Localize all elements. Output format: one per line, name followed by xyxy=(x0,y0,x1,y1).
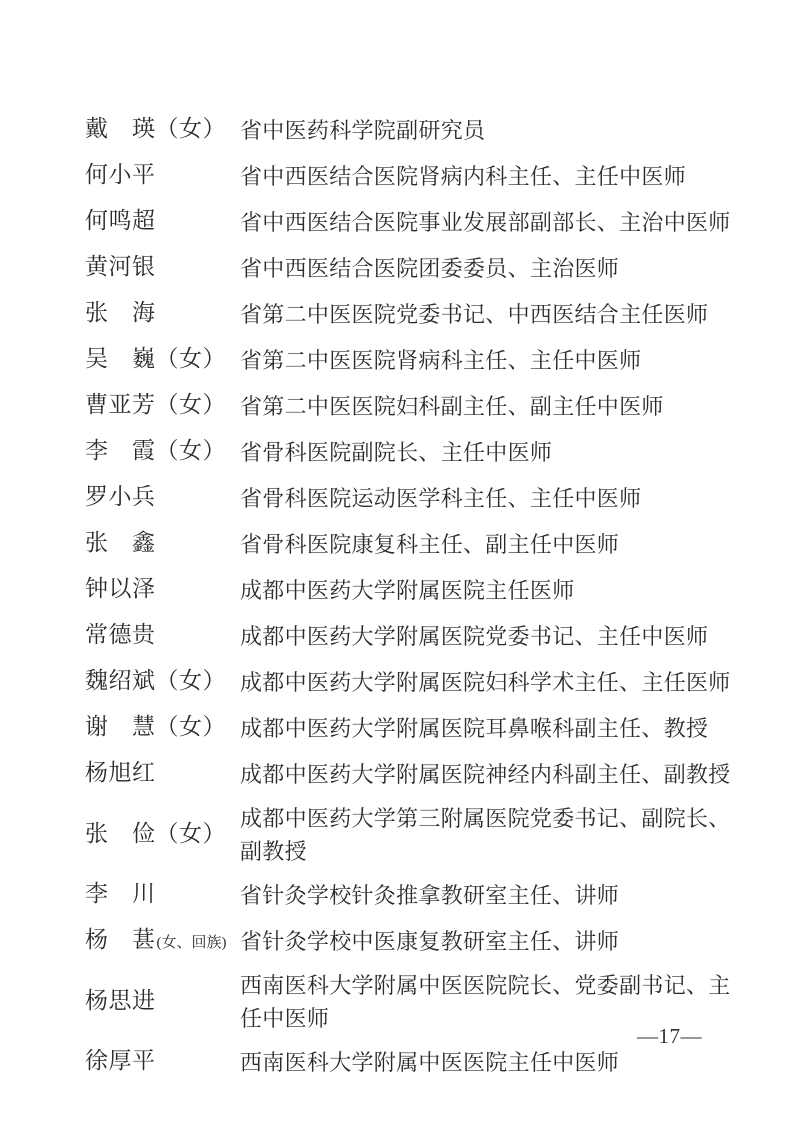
name-text: 何鸣超 xyxy=(85,208,156,233)
name-text: 杨 葚 xyxy=(85,927,156,952)
recipient-name xyxy=(85,204,240,241)
recipient-name xyxy=(85,112,240,149)
list-item xyxy=(85,526,745,563)
recipient-position: 省针灸学校中医康复教研室主任、讲师 xyxy=(240,929,620,954)
recipient-name xyxy=(85,572,240,609)
list-item xyxy=(85,112,745,149)
recipient-position: 省骨科医院运动医学科主任、主任中医师 xyxy=(240,486,642,511)
recipient-name xyxy=(85,664,240,701)
name-text: 徐厚平 xyxy=(85,1048,156,1073)
list-item xyxy=(85,923,745,960)
list-item xyxy=(85,158,745,195)
list-item xyxy=(85,296,745,333)
recipient-position: 省骨科医院康复科主任、副主任中医师 xyxy=(240,532,620,557)
list-item xyxy=(85,802,745,868)
list-item xyxy=(85,250,745,287)
recipient-position: 西南医科大学附属中医医院院长、党委副书记、主任中医师 xyxy=(240,973,731,1031)
name-text: 钟以泽 xyxy=(85,576,156,601)
list-item xyxy=(85,756,745,793)
list-item xyxy=(85,388,745,425)
recipient-position: 成都中医药大学第三附属医院党委书记、副院长、副教授 xyxy=(240,806,731,864)
name-text: 张 海 xyxy=(85,300,156,325)
recipient-name xyxy=(85,526,240,563)
list-item xyxy=(85,1044,745,1081)
recipient-position: 成都中医药大学附属医院主任医师 xyxy=(240,578,575,603)
name-text: 杨思进 xyxy=(85,987,156,1013)
recipient-name xyxy=(85,710,240,747)
recipient-position: 省第二中医医院妇科副主任、副主任中医师 xyxy=(240,394,664,419)
recipient-position: 省第二中医医院肾病科主任、主任中医师 xyxy=(240,348,642,373)
recipient-name xyxy=(85,434,240,471)
recipient-position: 成都中医药大学附属医院党委书记、主任中医师 xyxy=(240,624,709,649)
recipient-name xyxy=(85,388,240,425)
recipients-list xyxy=(85,112,745,1090)
list-item xyxy=(85,204,745,241)
list-item xyxy=(85,618,745,655)
list-item xyxy=(85,342,745,379)
recipient-name xyxy=(85,817,240,854)
recipient-name xyxy=(85,618,240,655)
recipient-position: 省针灸学校针灸推拿教研室主任、讲师 xyxy=(240,883,620,908)
name-text: 曹亚芳（女） xyxy=(85,392,226,417)
list-item xyxy=(85,480,745,517)
name-text: 罗小兵 xyxy=(85,484,156,509)
name-text: 张 鑫 xyxy=(85,530,156,555)
recipient-name xyxy=(85,296,240,333)
name-text: 何小平 xyxy=(85,162,156,187)
list-item xyxy=(85,434,745,471)
name-text: 常德贵 xyxy=(85,622,156,647)
name-text: 张 俭（女） xyxy=(85,820,226,846)
name-text: 李 川 xyxy=(85,881,156,906)
recipient-name xyxy=(85,923,240,960)
recipient-position: 成都中医药大学附属医院妇科学术主任、主任医师 xyxy=(240,670,731,695)
name-text: 黄河银 xyxy=(85,254,156,279)
name-text: 杨旭红 xyxy=(85,760,156,785)
list-item xyxy=(85,710,745,747)
name-text: 吴 巍（女） xyxy=(85,346,226,371)
recipient-position: 西南医科大学附属中医医院主任中医师 xyxy=(240,1050,620,1075)
name-text: 谢 慧（女） xyxy=(85,714,226,739)
recipient-position: 省中西医结合医院事业发展部副部长、主治中医师 xyxy=(240,210,731,235)
recipient-name xyxy=(85,877,240,914)
recipient-name xyxy=(85,342,240,379)
list-item xyxy=(85,877,745,914)
recipient-name xyxy=(85,984,240,1021)
name-text: 戴 瑛（女） xyxy=(85,116,226,141)
recipient-name xyxy=(85,250,240,287)
recipient-position: 省骨科医院副院长、主任中医师 xyxy=(240,440,553,465)
recipient-position: 成都中医药大学附属医院神经内科副主任、副教授 xyxy=(240,762,731,787)
recipient-name xyxy=(85,1044,240,1081)
list-item xyxy=(85,664,745,701)
name-text: 魏绍斌（女） xyxy=(85,668,226,693)
recipient-position: 成都中医药大学附属医院耳鼻喉科副主任、教授 xyxy=(240,716,709,741)
recipient-name xyxy=(85,756,240,793)
recipient-position: 省中西医结合医院团委委员、主治医师 xyxy=(240,256,620,281)
ethnicity-note: (女、回族) xyxy=(156,935,227,951)
recipient-name xyxy=(85,158,240,195)
list-item xyxy=(85,572,745,609)
recipient-position: 省中医药科学院副研究员 xyxy=(240,118,486,143)
recipient-name xyxy=(85,480,240,517)
recipient-position: 省第二中医医院党委书记、中西医结合主任医师 xyxy=(240,302,709,327)
page-number: —17— xyxy=(637,1024,702,1048)
recipient-position: 省中西医结合医院肾病内科主任、主任中医师 xyxy=(240,164,687,189)
name-text: 李 霞（女） xyxy=(85,438,226,463)
